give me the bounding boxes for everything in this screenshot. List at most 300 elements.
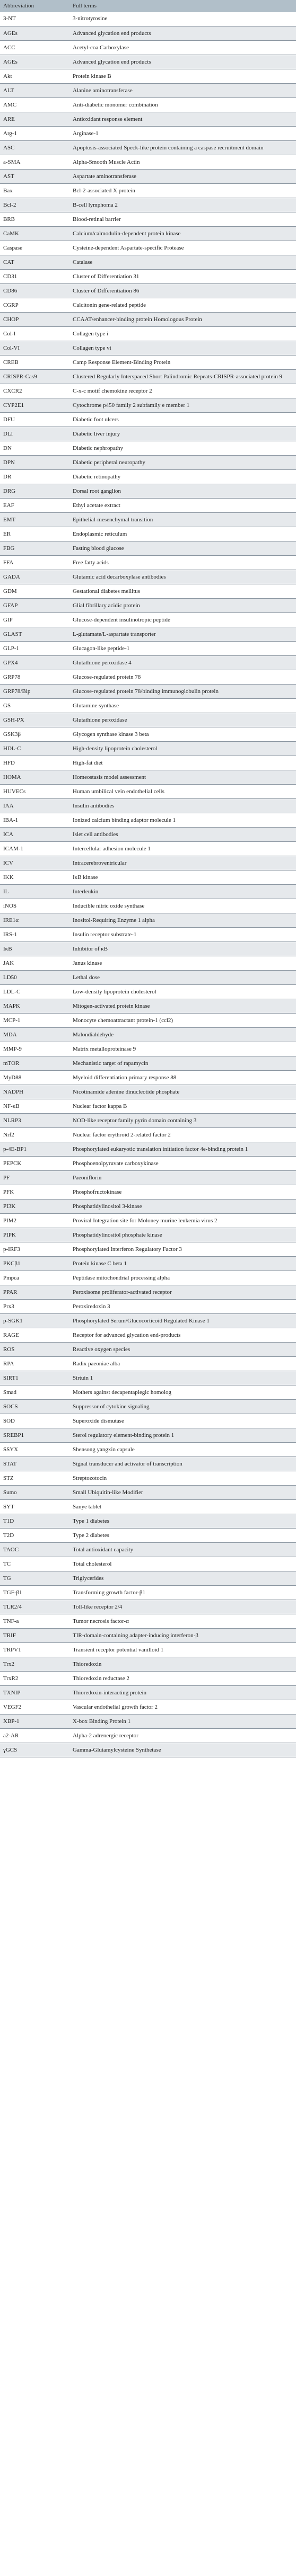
table-row: [0, 298, 296, 313]
table-row: [0, 928, 296, 942]
abbreviation-cell: HUVECs: [0, 785, 69, 799]
abbreviation-cell: p-IRF3: [0, 1242, 69, 1257]
full-term-cell: Janus kinase: [69, 956, 296, 971]
full-term-cell: Ionized calcium binding adaptor molecule 1: [69, 813, 296, 828]
abbreviation-cell: AMC: [0, 98, 69, 112]
full-term-cell: Peroxiredoxin 3: [69, 1300, 296, 1314]
abbreviation-cell: T1D: [0, 1514, 69, 1529]
abbreviation-cell: LD50: [0, 971, 69, 985]
table-row: [0, 1486, 296, 1500]
abbreviation-cell: Pmpca: [0, 1271, 69, 1285]
full-term-cell: TIR-domain-containing adapter-inducing interferon-β: [69, 1629, 296, 1643]
table-row: [0, 556, 296, 570]
abbreviation-cell: GPX4: [0, 656, 69, 670]
table-row: [0, 1200, 296, 1214]
abbreviation-cell: Smad: [0, 1385, 69, 1400]
table-row: [0, 999, 296, 1014]
abbreviation-cell: TC: [0, 1557, 69, 1571]
table-row: [0, 785, 296, 799]
abbreviation-cell: SIRT1: [0, 1371, 69, 1385]
full-term-cell: Monocyte chemoattractant protein-1 (ccl2): [69, 1014, 296, 1028]
full-term-cell: Nuclear factor erythroid 2-related factor 2: [69, 1128, 296, 1142]
table-row: [0, 1271, 296, 1285]
full-term-cell: Glucose-regulated protein 78/binding immunoglobulin protein: [69, 685, 296, 699]
abbreviation-cell: RAGE: [0, 1328, 69, 1343]
table-row: [0, 313, 296, 327]
full-term-cell: Endoplasmic reticulum: [69, 527, 296, 541]
full-term-cell: Collagen type vi: [69, 341, 296, 356]
full-term-cell: Glucose-dependent insulinotropic peptide: [69, 613, 296, 627]
abbreviation-cell: ACC: [0, 41, 69, 55]
abbreviation-cell: PFK: [0, 1185, 69, 1200]
table-row: [0, 184, 296, 198]
full-term-cell: Calcitonin gene-related peptide: [69, 298, 296, 313]
abbreviation-cell: Col-VI: [0, 341, 69, 356]
table-row: [0, 470, 296, 484]
abbreviation-cell: HFD: [0, 756, 69, 770]
table-row: [0, 1343, 296, 1357]
full-term-cell: Bcl-2-associated X protein: [69, 184, 296, 198]
abbreviation-cell: ER: [0, 527, 69, 541]
full-term-cell: Diabetic foot ulcers: [69, 413, 296, 427]
table-row: [0, 341, 296, 356]
table-row: [0, 913, 296, 928]
table-row: [0, 513, 296, 527]
full-term-cell: Thioredoxin: [69, 1657, 296, 1672]
table-row: [0, 155, 296, 170]
header-row: [0, 1, 296, 12]
full-term-cell: CCAAT/enhancer-binding protein Homologous Protein: [69, 313, 296, 327]
full-term-cell: Transient receptor potential vanilloid 1: [69, 1643, 296, 1657]
table-row: [0, 899, 296, 913]
table-row: [0, 642, 296, 656]
full-term-cell: Ethyl acetate extract: [69, 499, 296, 513]
table-row: [0, 69, 296, 84]
abbreviation-cell: GADA: [0, 570, 69, 584]
column-header-full-terms: Full terms: [69, 1, 296, 12]
abbreviation-cell: HDL-C: [0, 742, 69, 756]
full-term-cell: Total antioxidant capacity: [69, 1543, 296, 1557]
abbreviation-cell: LDL-C: [0, 985, 69, 999]
table-row: [0, 1185, 296, 1200]
abbreviation-cell: IRS-1: [0, 928, 69, 942]
full-term-cell: Paeoniflorin: [69, 1171, 296, 1185]
full-term-cell: Advanced glycation end products: [69, 26, 296, 41]
full-term-cell: Glycogen synthase kinase 3 beta: [69, 727, 296, 742]
full-term-cell: High-fat diet: [69, 756, 296, 770]
abbreviation-cell: GSH-PX: [0, 713, 69, 727]
table-row: [0, 499, 296, 513]
table-row: [0, 1099, 296, 1114]
full-term-cell: Streptozotocin: [69, 1471, 296, 1486]
full-term-cell: Insulin antibodies: [69, 799, 296, 813]
abbreviation-cell: SOD: [0, 1414, 69, 1428]
full-term-cell: Tumor necrosis factor-α: [69, 1614, 296, 1629]
full-term-cell: Gestational diabetes mellitus: [69, 584, 296, 599]
table-row: [0, 713, 296, 727]
abbreviation-cell: Caspase: [0, 241, 69, 255]
full-term-cell: NOD-like receptor family pyrin domain containing 3: [69, 1114, 296, 1128]
table-row: [0, 1042, 296, 1056]
full-term-cell: Nuclear factor kappa B: [69, 1099, 296, 1114]
full-term-cell: Total cholesterol: [69, 1557, 296, 1571]
table-row: [0, 541, 296, 556]
abbreviation-cell: DPN: [0, 456, 69, 470]
table-row: [0, 212, 296, 227]
full-term-cell: Type 2 diabetes: [69, 1529, 296, 1543]
full-term-cell: Phosphatidylinositol phosphate kinase: [69, 1228, 296, 1242]
full-term-cell: Glutathione peroxidase: [69, 713, 296, 727]
abbreviation-cell: GRP78: [0, 670, 69, 685]
abbreviation-cell: PF: [0, 1171, 69, 1185]
full-term-cell: Myeloid differentiation primary response 88: [69, 1071, 296, 1085]
full-term-cell: Glucagon-like peptide-1: [69, 642, 296, 656]
abbreviation-cell: AGEs: [0, 55, 69, 69]
abbreviation-cell: CD31: [0, 270, 69, 284]
abbreviation-cell: Nrf2: [0, 1128, 69, 1142]
abbreviation-cell: ALT: [0, 84, 69, 98]
full-term-cell: Antioxidant response element: [69, 112, 296, 127]
full-term-cell: Suppressor of cytokine signaling: [69, 1400, 296, 1414]
full-term-cell: Cysteine-dependent Aspartate-specific Protease: [69, 241, 296, 255]
abbreviation-cell: GFAP: [0, 599, 69, 613]
full-term-cell: Malondialdehyde: [69, 1028, 296, 1042]
abbreviation-cell: ASC: [0, 141, 69, 155]
abbreviation-cell: HOMA: [0, 770, 69, 785]
abbreviation-cell: CGRP: [0, 298, 69, 313]
abbreviation-cell: Bcl-2: [0, 198, 69, 212]
full-term-cell: Nicotinamide adenine dinucleotide phosphate: [69, 1085, 296, 1099]
full-term-cell: Alanine aminotransferase: [69, 84, 296, 98]
full-term-cell: Diabetic nephropathy: [69, 441, 296, 456]
table-row: [0, 1700, 296, 1715]
full-term-cell: X-box Binding Protein 1: [69, 1715, 296, 1729]
table-row: [0, 26, 296, 41]
table-row: [0, 1686, 296, 1700]
full-term-cell: Cluster of Differentiation 86: [69, 284, 296, 298]
table-row: [0, 1357, 296, 1371]
table-row: [0, 98, 296, 112]
abbreviation-cell: p-SGK1: [0, 1314, 69, 1328]
abbreviation-cell: DLI: [0, 427, 69, 441]
full-term-cell: IκB kinase: [69, 870, 296, 885]
table-row: [0, 1543, 296, 1557]
full-term-cell: Small Ubiquitin-like Modifier: [69, 1486, 296, 1500]
table-row: [0, 84, 296, 98]
full-term-cell: Triglycerides: [69, 1571, 296, 1586]
table-row: [0, 1114, 296, 1128]
full-term-cell: Interleukin: [69, 885, 296, 899]
full-term-cell: Insulin receptor substrate-1: [69, 928, 296, 942]
full-term-cell: Fasting blood glucose: [69, 541, 296, 556]
table-row: [0, 1228, 296, 1242]
full-term-cell: Shensong yangxin capsule: [69, 1443, 296, 1457]
table-row: [0, 398, 296, 413]
abbreviation-cell: TrxR2: [0, 1672, 69, 1686]
full-term-cell: Sanye tablet: [69, 1500, 296, 1514]
abbreviation-cell: SYT: [0, 1500, 69, 1514]
table-row: [0, 12, 296, 26]
table-row: [0, 756, 296, 770]
abbreviation-cell: IKK: [0, 870, 69, 885]
abbreviation-cell: PPAR: [0, 1285, 69, 1300]
full-term-cell: Glial fibrillary acidic protein: [69, 599, 296, 613]
abbreviation-cell: NF-κB: [0, 1099, 69, 1114]
abbreviation-cell: TRPV1: [0, 1643, 69, 1657]
table-row: [0, 942, 296, 956]
abbreviation-cell: TLR2/4: [0, 1600, 69, 1614]
abbreviation-cell: Arg-1: [0, 127, 69, 141]
abbreviation-cell: a2-AR: [0, 1729, 69, 1743]
table-row: [0, 885, 296, 899]
full-term-cell: Epithelial-mesenchymal transition: [69, 513, 296, 527]
table-row: [0, 1643, 296, 1657]
full-term-cell: Sterol regulatory element-binding protein 1: [69, 1428, 296, 1443]
full-term-cell: Phosphofructokinase: [69, 1185, 296, 1200]
full-term-cell: Phosphorylated Serum/Glucocorticoid Regulated Kinase 1: [69, 1314, 296, 1328]
table-row: [0, 1171, 296, 1185]
table-row: [0, 1471, 296, 1486]
table-row: [0, 141, 296, 155]
abbreviation-cell: Col-I: [0, 327, 69, 341]
abbreviation-cell: CD86: [0, 284, 69, 298]
table-row: [0, 227, 296, 241]
table-row: [0, 1071, 296, 1085]
table-row: [0, 1285, 296, 1300]
abbreviation-cell: a-SMA: [0, 155, 69, 170]
table-row: [0, 1743, 296, 1757]
full-term-cell: Receptor for advanced glycation end-products: [69, 1328, 296, 1343]
table-row: [0, 1457, 296, 1471]
table-row: [0, 799, 296, 813]
abbreviation-cell: MCP-1: [0, 1014, 69, 1028]
table-row: [0, 384, 296, 398]
full-term-cell: Intracerebroventricular: [69, 856, 296, 870]
table-row: [0, 627, 296, 642]
table-row: [0, 356, 296, 370]
full-term-cell: Homeostasis model assessment: [69, 770, 296, 785]
table-row: [0, 1657, 296, 1672]
abbreviation-cell: DFU: [0, 413, 69, 427]
abbreviation-cell: Trx2: [0, 1657, 69, 1672]
full-term-cell: Diabetic retinopathy: [69, 470, 296, 484]
table-row: [0, 699, 296, 713]
abbreviation-cell: TGF-β1: [0, 1586, 69, 1600]
table-row: [0, 685, 296, 699]
full-term-cell: Low-density lipoprotein cholesterol: [69, 985, 296, 999]
table-row: [0, 1672, 296, 1686]
table-body: [0, 12, 296, 1757]
abbreviation-cell: STZ: [0, 1471, 69, 1486]
full-term-cell: Lethal dose: [69, 971, 296, 985]
table-row: [0, 870, 296, 885]
full-term-cell: Inducible nitric oxide synthase: [69, 899, 296, 913]
abbreviation-cell: IL: [0, 885, 69, 899]
full-term-cell: Collagen type i: [69, 327, 296, 341]
abbreviation-cell: EMT: [0, 513, 69, 527]
abbreviation-cell: CaMK: [0, 227, 69, 241]
table-row: [0, 1385, 296, 1400]
table-row: [0, 1242, 296, 1257]
abbreviation-cell: CHOP: [0, 313, 69, 327]
abbreviation-cell: MMP-9: [0, 1042, 69, 1056]
table-row: [0, 284, 296, 298]
table-row: [0, 1085, 296, 1099]
abbreviation-cell: ROS: [0, 1343, 69, 1357]
table-row: [0, 727, 296, 742]
full-term-cell: C-x-c motif chemokine receptor 2: [69, 384, 296, 398]
table-row: [0, 742, 296, 756]
full-term-cell: Phosphatidylinositol 3-kinase: [69, 1200, 296, 1214]
table-row: [0, 828, 296, 842]
abbreviation-cell: RPA: [0, 1357, 69, 1371]
abbreviation-cell: NLRP3: [0, 1114, 69, 1128]
full-term-cell: Mitogen-activated protein kinase: [69, 999, 296, 1014]
abbreviation-cell: ICAM-1: [0, 842, 69, 856]
full-term-cell: Peroxisome proliferator-activated receptor: [69, 1285, 296, 1300]
table-row: [0, 1014, 296, 1028]
full-term-cell: Islet cell antibodies: [69, 828, 296, 842]
table-row: [0, 1500, 296, 1514]
table-row: [0, 270, 296, 284]
full-term-cell: Cluster of Differentiation 31: [69, 270, 296, 284]
table-row: [0, 427, 296, 441]
full-term-cell: Arginase-1: [69, 127, 296, 141]
abbreviation-cell: SREBP1: [0, 1428, 69, 1443]
full-term-cell: Clustered Regularly Interspaced Short Palindromic Repeats-CRISPR-associated protein 9: [69, 370, 296, 384]
table-row: [0, 255, 296, 270]
abbreviation-cell: TXNIP: [0, 1686, 69, 1700]
table-row: [0, 370, 296, 384]
table-row: [0, 241, 296, 255]
full-term-cell: Acetyl-coa Carboxylase: [69, 41, 296, 55]
abbreviation-cell: PIPK: [0, 1228, 69, 1242]
full-term-cell: Alpha-2 adrenergic receptor: [69, 1729, 296, 1743]
table-row: [0, 985, 296, 999]
abbreviation-cell: ICA: [0, 828, 69, 842]
abbreviation-cell: TG: [0, 1571, 69, 1586]
abbreviation-cell: Prx3: [0, 1300, 69, 1314]
full-term-cell: Apoptosis-associated Speck-like protein containing a caspase recruitment domain: [69, 141, 296, 155]
table-row: [0, 842, 296, 856]
table-row: [0, 813, 296, 828]
table-row: [0, 584, 296, 599]
abbreviation-cell: GLP-1: [0, 642, 69, 656]
table-row: [0, 1142, 296, 1157]
abbreviation-cell: T2D: [0, 1529, 69, 1543]
full-term-cell: Peptidase mitochondrial processing alpha: [69, 1271, 296, 1285]
full-term-cell: Blood-retinal barrier: [69, 212, 296, 227]
full-term-cell: Diabetic peripheral neuropathy: [69, 456, 296, 470]
table-row: [0, 1414, 296, 1428]
full-term-cell: Catalase: [69, 255, 296, 270]
table-row: [0, 1557, 296, 1571]
abbreviation-cell: TAOC: [0, 1543, 69, 1557]
table-row: [0, 127, 296, 141]
full-term-cell: Matrix metalloproteinase 9: [69, 1042, 296, 1056]
abbreviation-cell: FFA: [0, 556, 69, 570]
full-term-cell: Mothers against decapentaplegic homolog: [69, 1385, 296, 1400]
table-row: [0, 1056, 296, 1071]
table-row: [0, 1028, 296, 1042]
table-row: [0, 770, 296, 785]
abbreviation-cell: BRB: [0, 212, 69, 227]
abbreviation-cell: 3-NT: [0, 12, 69, 26]
abbreviation-cell: PIM2: [0, 1214, 69, 1228]
table-row: [0, 570, 296, 584]
abbreviation-cell: GDM: [0, 584, 69, 599]
abbreviation-cell: CXCR2: [0, 384, 69, 398]
table-row: [0, 1128, 296, 1142]
abbreviation-cell: STAT: [0, 1457, 69, 1471]
abbreviation-cell: CRISPR-Cas9: [0, 370, 69, 384]
full-term-cell: Superoxide dismutase: [69, 1414, 296, 1428]
table-row: [0, 1571, 296, 1586]
full-term-cell: Glutamine synthase: [69, 699, 296, 713]
table-row: [0, 1614, 296, 1629]
table-row: [0, 1300, 296, 1314]
abbreviation-cell: JAK: [0, 956, 69, 971]
table-row: [0, 1314, 296, 1328]
table-row: [0, 1600, 296, 1614]
table-row: [0, 413, 296, 427]
abbreviation-cell: PKCβ1: [0, 1257, 69, 1271]
full-term-cell: Thioredoxin-interacting protein: [69, 1686, 296, 1700]
abbreviation-cell: AST: [0, 170, 69, 184]
full-term-cell: Proviral Integration site for Moloney murine leukemia virus 2: [69, 1214, 296, 1228]
full-term-cell: Mechanistic target of rapamycin: [69, 1056, 296, 1071]
table-row: [0, 1214, 296, 1228]
abbreviation-cell: TNF-a: [0, 1614, 69, 1629]
abbreviation-cell: FBG: [0, 541, 69, 556]
full-term-cell: Protein kinase C beta 1: [69, 1257, 296, 1271]
full-term-cell: Sirtuin 1: [69, 1371, 296, 1385]
abbreviation-cell: ICV: [0, 856, 69, 870]
full-term-cell: Transforming growth factor-β1: [69, 1586, 296, 1600]
table-row: [0, 1715, 296, 1729]
full-term-cell: B-cell lymphoma 2: [69, 198, 296, 212]
table-row: [0, 1428, 296, 1443]
abbreviation-cell: γGCS: [0, 1743, 69, 1757]
abbreviation-cell: MDA: [0, 1028, 69, 1042]
table-row: [0, 670, 296, 685]
full-term-cell: Vascular endothelial growth factor 2: [69, 1700, 296, 1715]
table-row: [0, 1371, 296, 1385]
table-row: [0, 1729, 296, 1743]
full-term-cell: Phosphorylated eukaryotic translation initiation factor 4e-binding protein 1: [69, 1142, 296, 1157]
abbreviation-cell: EAF: [0, 499, 69, 513]
table-row: [0, 599, 296, 613]
full-term-cell: Gamma-Glutamylcysteine Synthetase: [69, 1743, 296, 1757]
full-term-cell: Free fatty acids: [69, 556, 296, 570]
full-term-cell: Type 1 diabetes: [69, 1514, 296, 1529]
abbreviation-cell: DRG: [0, 484, 69, 499]
table-row: [0, 55, 296, 69]
abbreviation-cell: Sumo: [0, 1486, 69, 1500]
abbreviation-cell: PEPCK: [0, 1157, 69, 1171]
full-term-cell: Phosphoenolpyruvate carboxykinase: [69, 1157, 296, 1171]
full-term-cell: High-density lipoprotein cholesterol: [69, 742, 296, 756]
abbreviation-cell: GIP: [0, 613, 69, 627]
abbreviation-cell: AGEs: [0, 26, 69, 41]
column-header-abbreviation: Abbreviation: [0, 1, 69, 12]
full-term-cell: Human umbilical vein endothelial cells: [69, 785, 296, 799]
abbreviation-cell: IBA-1: [0, 813, 69, 828]
table-row: [0, 327, 296, 341]
full-term-cell: L-glutamate/L-aspartate transporter: [69, 627, 296, 642]
abbreviation-cell: IAA: [0, 799, 69, 813]
full-term-cell: Phosphorylated Interferon Regulatory Factor 3: [69, 1242, 296, 1257]
